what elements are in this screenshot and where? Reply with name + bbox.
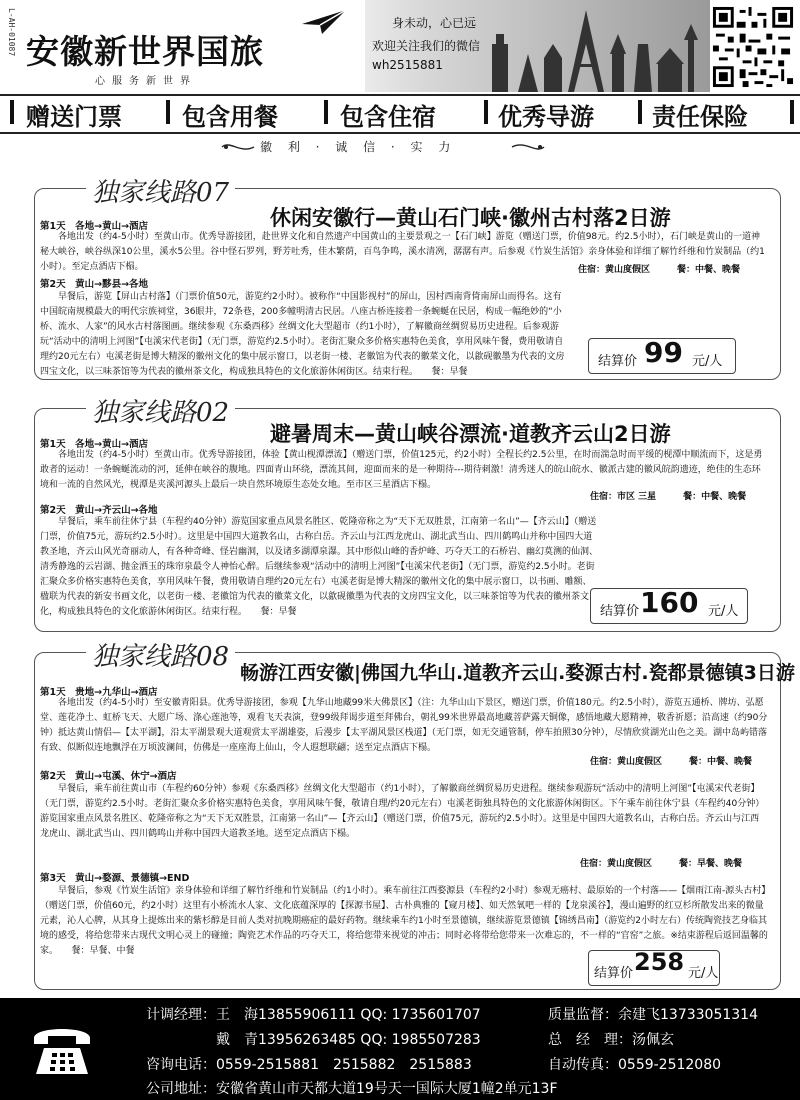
quality-supervisor: 质量监督：余建飞13733051314 [548,1007,758,1023]
price-unit: 元/人 [708,604,739,619]
license-number: L-AH-01087 [7,8,16,57]
ornament-right-icon [510,140,546,154]
day-heading: 第2天 黄山→齐云山→各地 [40,505,158,516]
company-slogan: 心服务新世界 [95,76,197,87]
feature-free-tickets: 赠送门票 [26,103,122,131]
price-value: 99 [644,336,683,369]
company-virtues: 徽 利 · 诚 信 · 实 力 [260,140,457,154]
contact-dai: 戴 青13956263485 QQ: 1985507283 [216,1032,481,1048]
day-description: 早餐后，参观《竹炭生活馆》亲身体验和详细了解竹纤维和竹炭制品（约1小时）。乘车前往江西婺源县（车程约2小时）参观无癌村、最原始的一个村落——【烟雨江南-源头古村】（赠送门票，价值60元，约2小时）这里有小桥流水人家、文化底蕴深厚的【探源书屋】、古朴典雅的【窥月楼】、如天然氧吧一样的【龙泉溪谷】，漫山遍野的红豆杉所散发出来的微量元素，沁人心脾，从其身上提炼出来的紫杉醇是目前人类对抗晚期癌症的最好药物。继续乘车约1小时至景德镇，继续游览景德镇【锦绣昌南】（游览约2小时左右）传统陶瓷技艺身临其境的感受，将给您带来古现代文明心灵上的碰撞；陶瓷艺术作品的巧夺天工，将给您带来视觉的冲击；同时必将带给您带来一次难忘的，不一样的“官窑”之旅。※结束游程后返回温馨的家。 餐：早餐、中餐 [40,886,768,956]
feature-divider [166,100,170,124]
day-lodging-meals: 住宿：黄山度假区 餐：中餐、晚餐 [590,757,753,767]
route-tag: 独家线路08 [86,636,235,673]
day-heading: 第1天 各地→黄山→酒店 [40,439,149,450]
route-title: 休闲安徽行—黄山石门峡·徽州古村落2日游 [270,206,671,230]
day-description: 各地出发（约4-5小时）至安徽青阳县。优秀导游接团，参观【九华山地藏99米大佛景区】（注：九华山山下景区，赠送门票，价值180元。约2.5小时），游览五通桥、牌坊、弘愿堂、莲花净土、虹桥飞天、大愿广场、涤心莲池等，观看飞天表演，登99级拜谒步道至拜佛台，朝礼99米世界最高地藏菩萨露天铜像，感悟地藏大愿精神，敬香祈愿；沿高速（约90分钟）抵达黄山情侣—【太平湖】，沿太平湖景观大道观赏太平湖雄姿，后漫步【太平湖风景区栈道】（无门票，如无交通管制，停车拍照30分钟），尽情欣赏湖光山色之美。湖中岛屿错落有致、似断似连地飘浮在万顷波澜间，仿佛是一座座海上仙山，令人遐想联翩；送至定点酒店下榻。 [40,698,768,753]
company-name: 安徽新世界国旅 [26,32,264,71]
feature-insurance: 责任保险 [652,103,748,131]
day-lodging-meals: 住宿：市区 三星 餐：中餐、晚餐 [590,492,747,502]
day-heading: 第2天 黄山→屯溪、休宁→酒店 [40,771,177,782]
auto-fax: 自动传真：0559-2512080 [548,1057,722,1073]
feature-excellent-guide: 优秀导游 [498,103,594,131]
day-description: 早餐后，游览【屏山古村落】（门票价值50元，游览约2小时）。被称作“中国影视村”的屏山，因村西南背倚南屏山而得名。这有中国皖南规模最大的明代宗族祠堂，36眼井，72条巷，200多幢明清古民居。八座古桥连接着一条蜿蜒在民居，构成一幅绝妙的“小桥、流水、人家”的风水古村落图画。继续参观《东桑西移》丝绸文化大型超市（约1小时），了解徽商丝绸贸易历史进程。后参观游玩“活动中的清明上河图”【屯溪宋代老街】（无门票，游览约2.5小时）。老街汇聚众多价格实惠特色美食，享用风味午餐，费用敬请自理约20元左右）屯溪老街是博大精深的徽州文化的集中展示窗口，以老街一楼、老徽馆为代表的徽菜文化，以歙砚徽墨为代表的文房四宝文化，以三味茶馆等为代表的徽州茶文化，构成独具特色的文化旅游休闲街区。结束行程。 餐：早餐 [40,292,565,376]
day-description: 早餐后，乘车前往休宁县（车程约40分钟）游览国家重点风景名胜区、乾隆帝称之为“天下无双胜景，江南第一名山”—【齐云山】（赠送门票，价值75元，游玩约2.5小时）。这里是中国四大道教名山，古称白岳。齐云山与江西龙虎山、湖北武当山、四川鹤鸣山并称中国四大道教圣地，齐云山风光奇丽动人，有各种奇峰、怪岩幽洞，以及诸多湖潭泉瀑。其中形似山峰的香炉峰、巧夺天工的石桥岩、幽幻莫测的仙洞、清秀静逸的云岩湖、抛金洒玉的珠帘泉最令人神怡心醉。后继续参观“活动中的清明上河图”【屯溪宋代老街】（无门票，游览约2.5小时。老街汇聚众多价格实惠特色美食，享用风味午餐，费用敬请自理约20元左右）屯溪老街是博大精深的徽州文化的集中展示窗口，以书画、雕额、楹联为代表的新安书画文化，以老街一楼、老徽馆为代表的徽菜文化，以歙砚徽墨为代表的文房四宝文化，以三味茶馆等为代表的徽州茶文化，构成独具特色的文化旅游休闲街区。结束行程。 餐：早餐 [40,517,599,617]
consult-phone: 咨询电话：0559-2515881 2515882 2515883 [146,1057,472,1073]
day-heading: 第3天 黄山→婺源、景德镇→END [40,873,190,884]
wechat-invite: 欢迎关注我们的微信 [372,39,481,53]
day-heading: 第2天 黄山→黟县→各地 [40,279,149,290]
route-tag: 独家线路07 [86,172,235,209]
day-heading: 第1天 各地→黄山→酒店 [40,221,149,232]
world-landmarks-illustration [488,4,710,92]
price-label: 结算价 [600,604,640,619]
price-value: 258 [634,948,685,976]
price-unit: 元/人 [688,966,719,981]
contact-wang: 计调经理：王 海13855906111 QQ: 1735601707 [146,1007,481,1023]
wechat-qr-code[interactable] [710,4,796,90]
route-title: 畅游江西安徽|佛国九华山.道教齐云山.婺源古村.瓷都景德镇3日游 [240,662,795,684]
wechat-id: wh2515881 [372,58,443,72]
feature-meals-included: 包含用餐 [182,103,278,131]
day-description: 早餐后，乘车前往黄山市（车程约60分钟）参观《东桑西移》丝绸文化大型超市（约1小时），了解徽商丝绸贸易历史进程。继续参观游玩“活动中的清明上河图”【屯溪宋代老街】（无门票，游览约2.5小时。老街汇聚众多价格实惠特色美食，享用风味午餐，敬请自理/约20元左右）屯溪老街独具特色的文化旅游休闲街区。下午乘车前往休宁县（车程约40分钟）游览国家重点风景名胜区、乾隆帝称之为“天下无双胜景，江南第一名山”—【齐云山】（赠送门票，价值75元，游玩约2.5小时）。这里是中国四大道教名山，古称白岳。齐云山与江西龙虎山、湖北武当山、四川鹤鸣山并称中国四大道教圣地。送至定点酒店下榻。 [40,784,765,839]
telephone-icon [30,1020,94,1078]
feature-divider [10,100,14,124]
price-unit: 元/人 [692,354,723,369]
feature-lodging-included: 包含住宿 [340,103,436,131]
route-tag: 独家线路02 [86,392,235,429]
ornament-left-icon [220,140,256,154]
day-heading: 第1天 贵地→九华山→酒店 [40,687,158,698]
price-value: 160 [640,586,699,619]
header [0,0,800,92]
price-label: 结算价 [594,966,634,981]
general-manager: 总 经 理：汤佩玄 [548,1032,674,1048]
feature-divider [638,100,642,124]
footer [0,998,800,1100]
day-description: 各地出发（约4-5小时）至黄山市。优秀导游接团，赴世界文化和自然遗产中国黄山的主要景观之一【石门峡】游览（赠送门票，价值98元。约2.5小时），石门峡是黄山的一道神秘大峡谷，峡谷纵深10公里，溪水5公里。谷中怪石罗列，野芳吐秀，佳木繁荫，百鸟争鸣，溪水清冽，潺潺有声。后参观《竹炭生活馆》亲身体验和详细了解竹纤维和竹炭制品（约1小时）。至定点酒店下榻。 [40,232,765,272]
feature-divider [484,100,488,124]
day-lodging-meals: 住宿：黄山度假区 餐：中餐、晚餐 [578,265,741,275]
route-title: 避暑周末—黄山峡谷漂流·道教齐云山2日游 [270,422,671,446]
paper-plane-icon [300,8,348,36]
price-label: 结算价 [598,354,638,369]
wechat-tagline: 身未动，心已远 [392,16,477,30]
feature-divider [324,100,328,124]
company-address: 公司地址：安徽省黄山市天都大道19号天一国际大厦1幢2单元13F [146,1081,558,1097]
day-lodging-meals: 住宿：黄山度假区 餐：早餐、晚餐 [580,859,743,869]
feature-divider [790,100,794,124]
day-description: 各地出发（约4-5小时）至黄山市。优秀导游接团，体验【黄山枧潭漂流】（赠送门票，价值125元，约2小时）全程长约2.5公里，在时而湍急时而平缓的枧潭中顺流而下，这是勇敢者的运动！一条蜿蜒流动的河，延伸在峡谷的腹地。四面青山环绕，漂流其间，迎面而来的是一种期待---期待刺激！清秀迷人的皖山皖水、徽派古建的徽风皖韵遗迹，绝佳的生态环境和一流的自然风光，枧潭是夹溪河源头上最后一块自然环境原生态处女地。至市区三星酒店下榻。 [40,450,763,490]
